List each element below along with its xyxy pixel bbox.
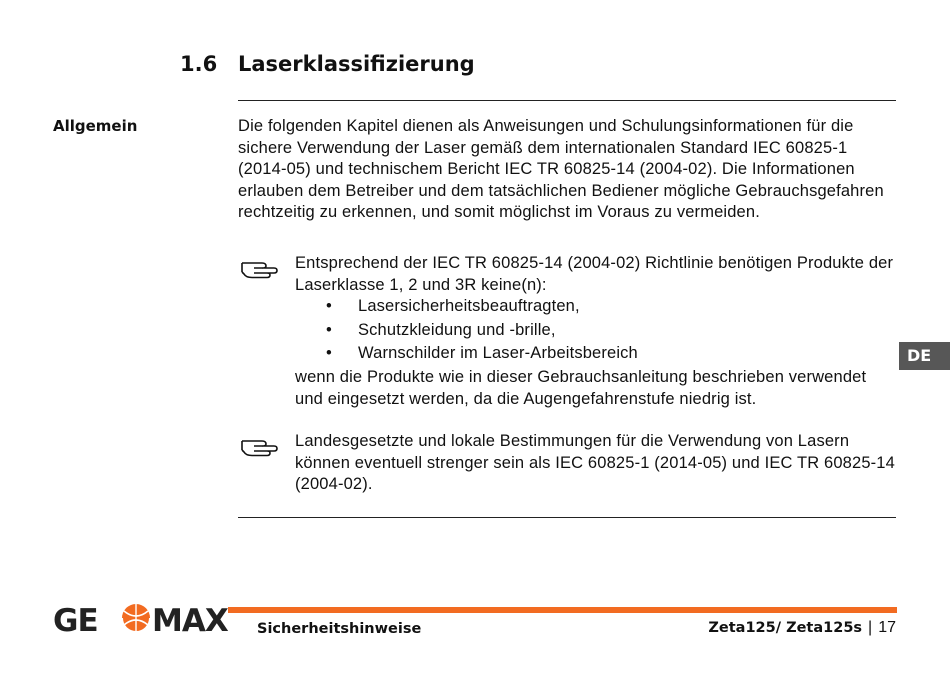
note-1-lead: Entsprechend der IEC TR 60825-14 (2004-02) Richtlinie benötigen Produkte der Laserklasse 1, 2 und 3R keine(n): — [295, 254, 894, 294]
list-item: • Schutzkleidung und -brille, — [326, 320, 556, 339]
note-2-text: Landesgesetzte und lokale Bestimmungen für die Verwendung von Lasern können eventuell strenger sein als IEC 60825-1 (2014-05) und IEC TR 60825-14 (2004-02). — [295, 432, 895, 494]
footer-accent-bar — [228, 607, 897, 613]
footer-chapter: Sicherheitshinweise — [257, 621, 422, 637]
intro-paragraph — [238, 116, 898, 224]
footer-product: Zeta125/ Zeta125s — [708, 620, 863, 636]
section-title: Laserklassifizierung — [238, 52, 475, 76]
side-label: Allgemein — [53, 117, 138, 135]
note-1-bullet-list — [295, 296, 895, 367]
note-1-tail: wenn die Produkte wie in dieser Gebrauchsanleitung beschrieben verwendet und eingesetzt werden, da die Augengefahrenstufe niedrig ist. — [295, 367, 867, 408]
list-item: • Lasersicherheitsbeauftragten, — [326, 297, 580, 316]
footer-product-page — [708, 619, 896, 637]
svg-text:MAX: MAX — [152, 603, 228, 639]
section-number: 1.6 — [180, 52, 218, 76]
page-number: 17 — [878, 619, 896, 636]
pointing-hand-icon — [240, 255, 280, 279]
section-heading — [180, 52, 475, 76]
top-divider — [238, 100, 896, 101]
pointing-hand-icon — [240, 433, 280, 457]
note-block-2 — [240, 431, 900, 501]
footer-separator: | — [868, 619, 873, 636]
bottom-divider — [238, 517, 896, 518]
note-block-1 — [240, 253, 900, 433]
note-1-text — [295, 253, 895, 410]
geomax-logo — [53, 600, 228, 639]
list-item: • Warnschilder im Laser-Arbeitsbereich — [326, 344, 638, 363]
svg-text:GE: GE — [53, 603, 98, 639]
intro-text: Die folgenden Kapitel dienen als Anweisungen und Schulungsinformationen für die sichere Verwendung der Laser gemäß dem internationalen Standard IEC 60825-1 (2014-05) und technischem Bericht IEC TR 60825-14 (2004-02). Die Informationen erlauben dem Betreiber und dem tatsächlichen Bediener mögliche Gebrauchsgefahren rechtzeitig zu erkennen, und somit möglichst im Voraus zu vermeiden. — [238, 117, 884, 222]
language-tab[interactable]: DE — [899, 342, 950, 370]
